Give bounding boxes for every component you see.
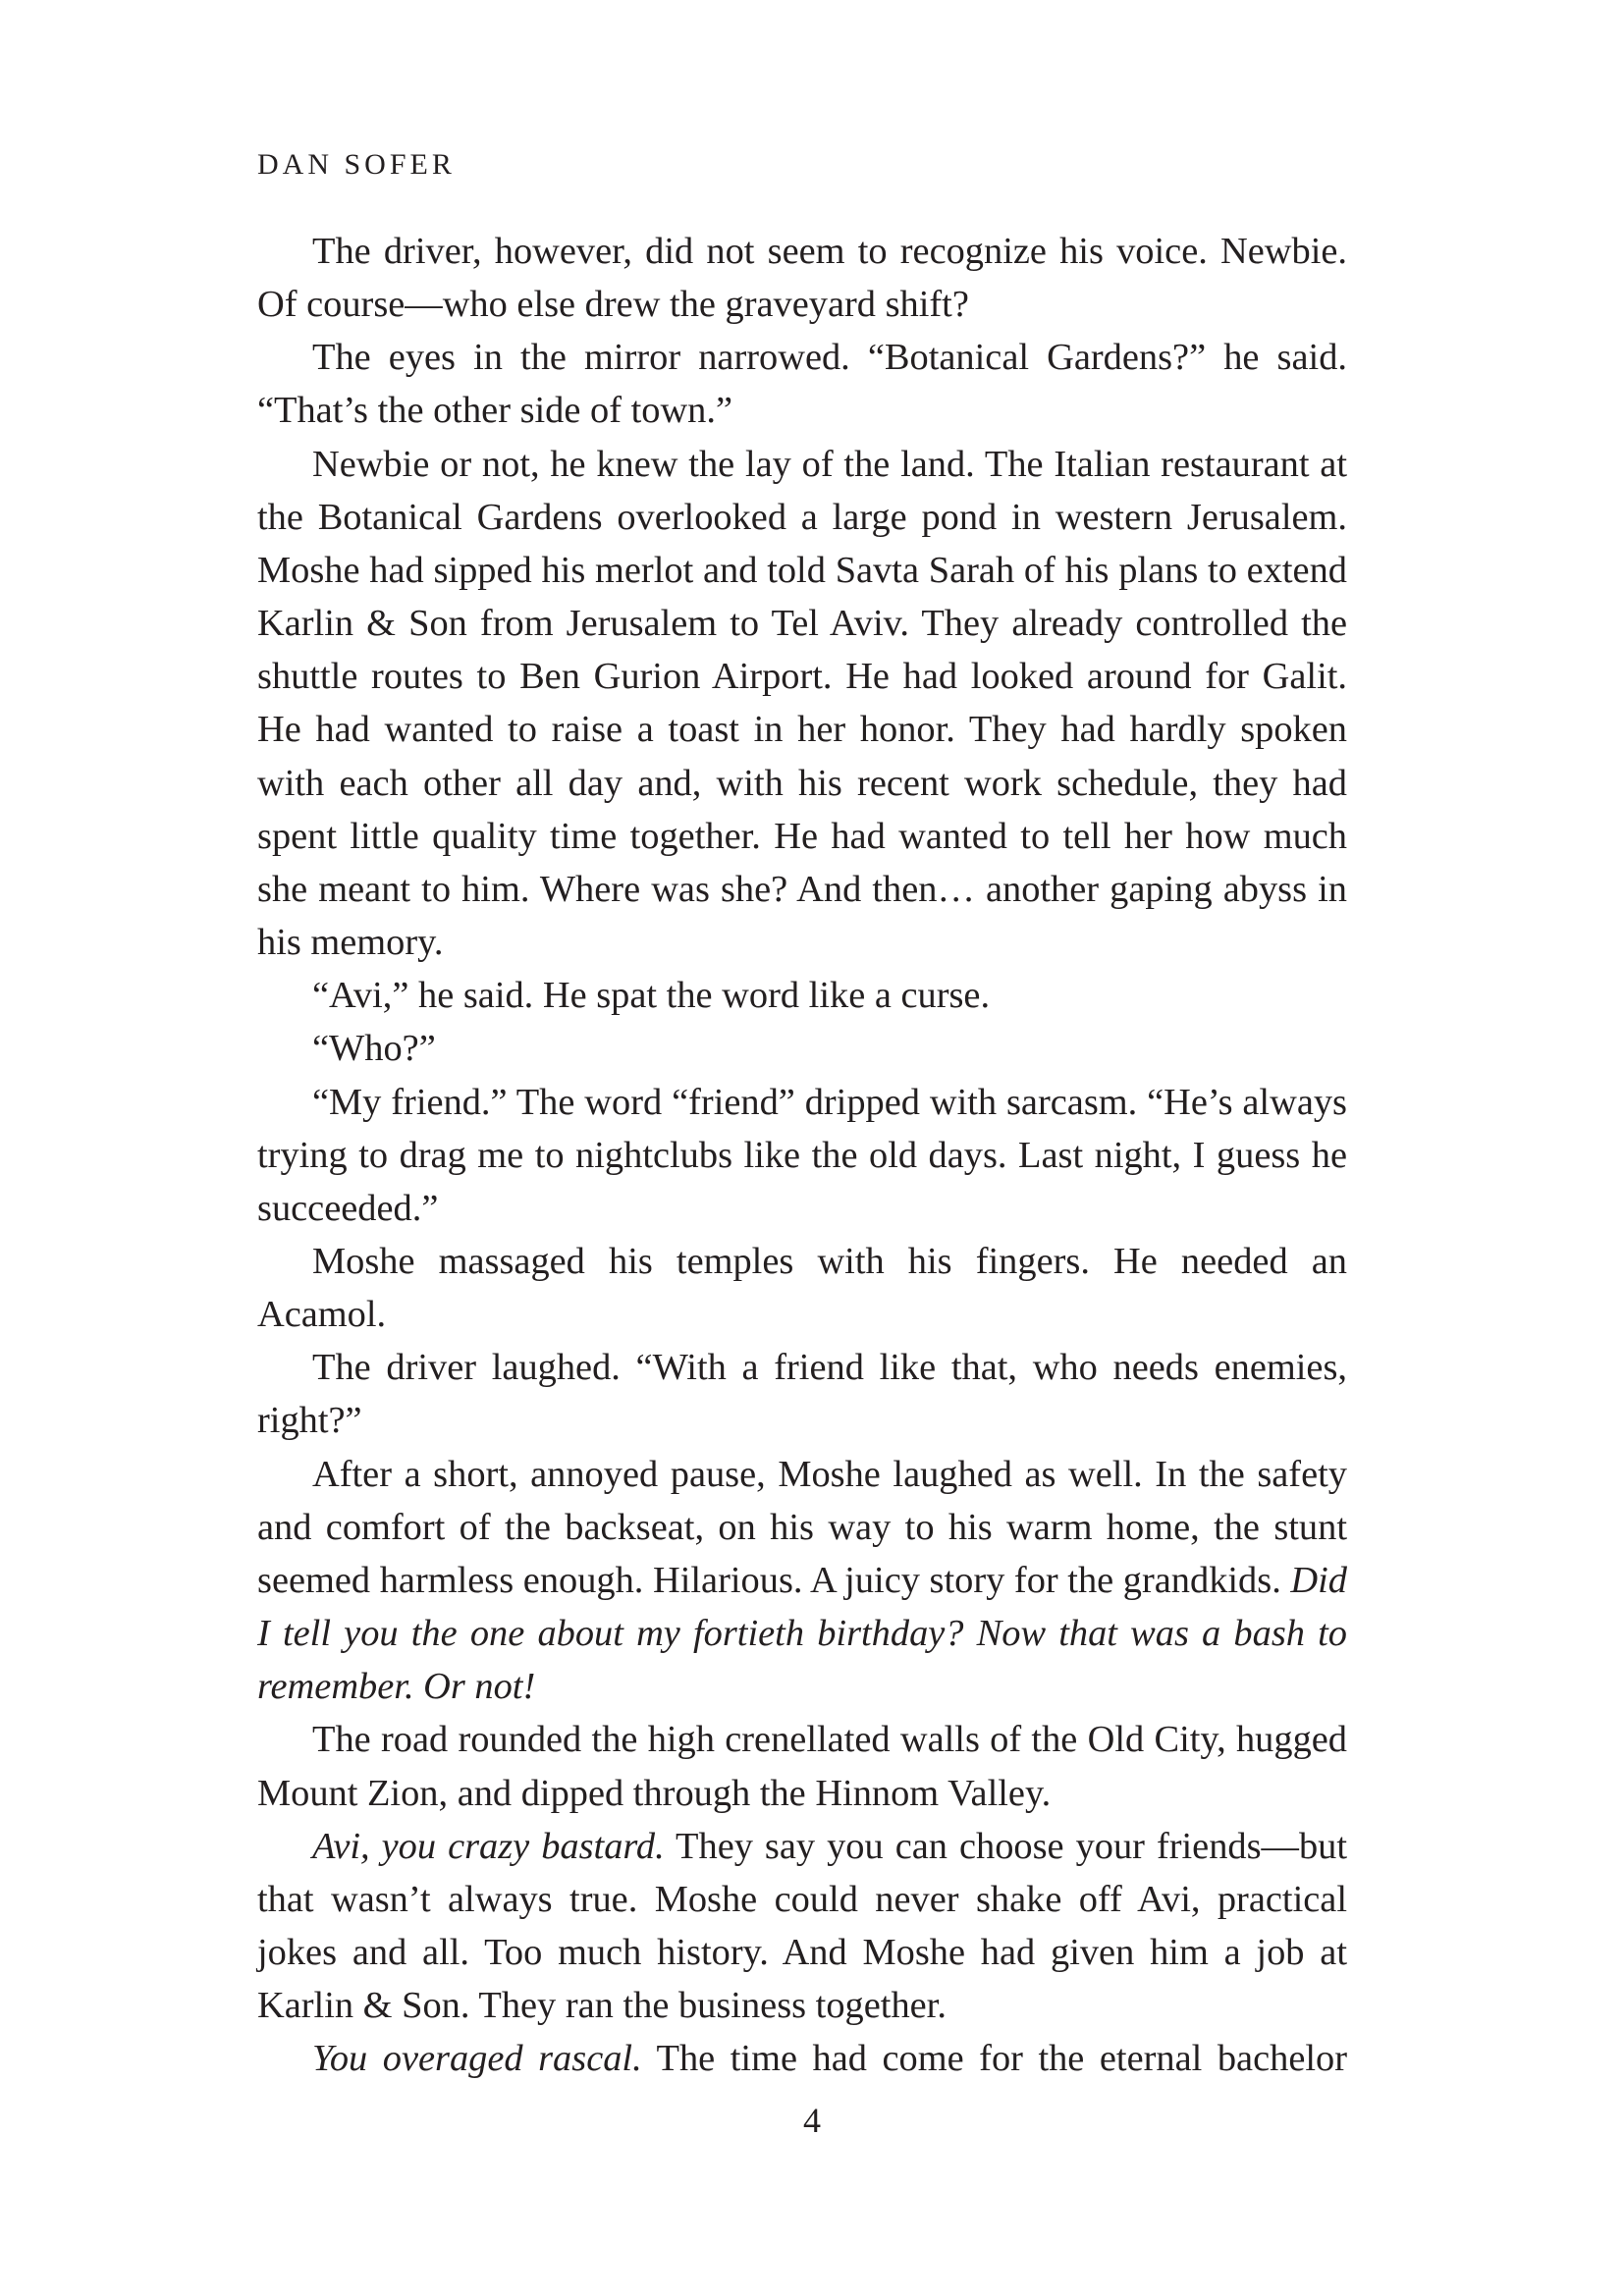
paragraph: Moshe massaged his temples with his fingers. He needed an Acamol.	[257, 1240, 1347, 1336]
paragraph: You overaged rascal. The time had come for the eternal bachelor	[312, 2038, 1348, 2080]
paragraph: “Avi,” he said. He spat the word like a curse.	[312, 975, 991, 1017]
paragraph: The driver laughed. “With a friend like that, who needs enemies, right?”	[257, 1347, 1347, 1442]
italic-text: Did I tell you the one about my fortieth birthday? Now that was a bash to remember. Or not!	[257, 1559, 1347, 1708]
paragraph: Avi, you crazy bastard. They say you can choose your friends—but that wasn’t always true. Moshe could never shake off Avi, practical jokes and all. Too much history. And Moshe had given him a job at Karlin & Son. They ran the business together.	[257, 1825, 1348, 2027]
italic-text: You overaged rascal.	[312, 2038, 642, 2080]
paragraph: The road rounded the high crenellated walls of the Old City, hugged Mount Zion, and dipped through the Hinnom Valley.	[257, 1719, 1347, 1814]
page-number: 4	[803, 2101, 821, 2140]
paragraph: The eyes in the mirror narrowed. “Botanical Gardens?” he said. “That’s the other side of town.”	[257, 337, 1347, 432]
paragraph: “My friend.” The word “friend” dripped with sarcasm. “He’s always trying to drag me to nightclubs like the old days. Last night, I guess he succeeded.”	[257, 1081, 1347, 1229]
body-text	[257, 225, 1347, 2085]
paragraph: Newbie or not, he knew the lay of the land. The Italian restaurant at the Botanical Gardens overlooked a large pond in western Jerusalem. Moshe had sipped his merlot and told Savta Sarah of his plans to extend Karlin & Son from Jerusalem to Tel Aviv. They already controlled the shuttle routes to Ben Gurion Airport. He had looked around for Galit. He had wanted to raise a toast in her honor. They had hardly spoken with each other all day and, with his recent work schedule, they had spent little quality time together. He had wanted to tell her how much she meant to him. Where was she? And then… another gaping abyss in his memory.	[257, 443, 1347, 964]
italic-text: Avi, you crazy bastard.	[312, 1825, 665, 1867]
paragraph: The driver, however, did not seem to recognize his voice. Newbie. Of course—who else drew the graveyard shift?	[257, 231, 1347, 326]
running-head: DAN SOFER	[257, 148, 456, 181]
paragraph: “Who?”	[312, 1028, 436, 1070]
paragraph: After a short, annoyed pause, Moshe laughed as well. In the safety and comfort of the backseat, on his way to his warm home, the stunt seemed harmless enough. Hilarious. A juicy story for the grandkids. Did I tell you the one about my fortieth birthday? Now that was a bash to remember. Or not!	[257, 1453, 1347, 1708]
